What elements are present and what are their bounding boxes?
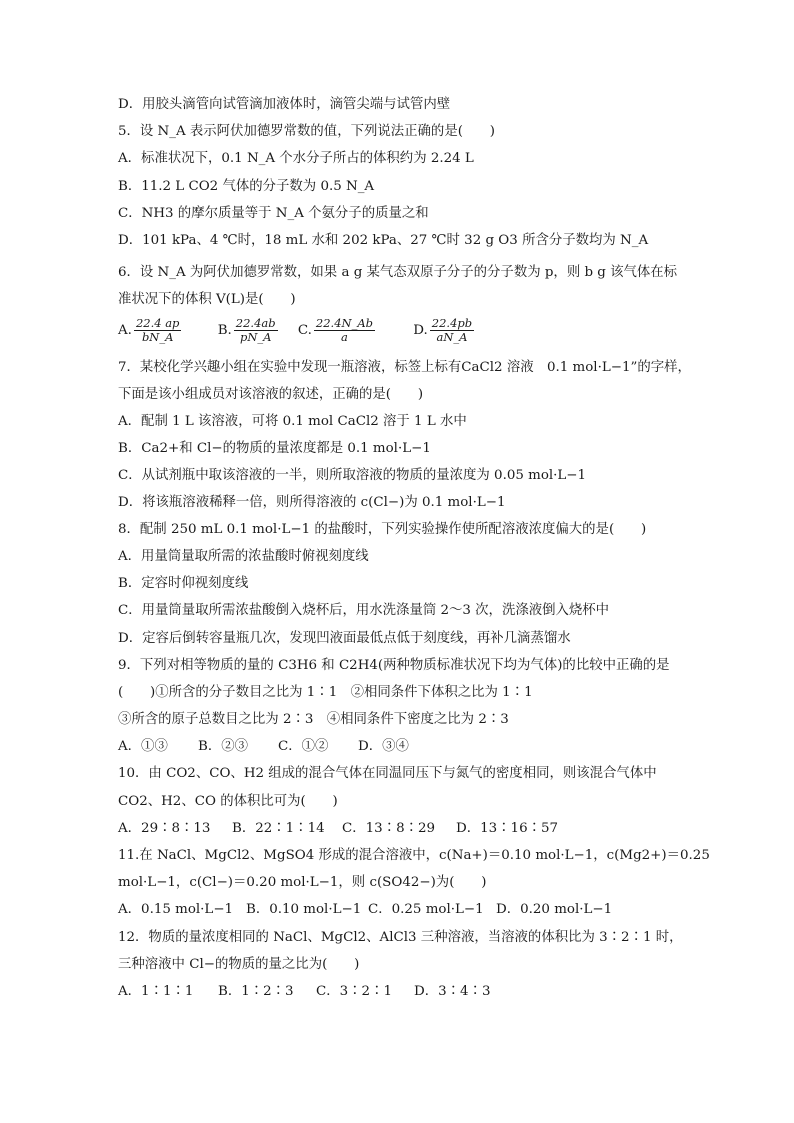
q12-stem-line2: 三种溶液中 Cl−的物质的量之比为( )	[118, 957, 360, 972]
q10-option-c: C．13∶8∶29	[342, 821, 436, 836]
q12-option-c: C．3∶2∶1	[316, 984, 392, 999]
q11-option-d: D．0.20 mol·L−1	[496, 902, 613, 917]
q9-option-b: B．②③	[198, 739, 249, 754]
q8-option-a: A．用量筒量取所需的浓盐酸时俯视刻度线	[118, 549, 369, 564]
q9-options	[118, 738, 678, 756]
q5-option-c: C．NH3 的摩尔质量等于 N_A 个氨分子的质量之和	[118, 206, 429, 221]
q7-stem-line2: 下面是该小组成员对该溶液的叙述，正确的是( )	[118, 387, 424, 402]
q9-option-c: C．①②	[278, 739, 329, 754]
q6-stem: 6．设 N_A 为阿伏加德罗常数，如果 a g 某气态双原子分子的分子数为 p，则 b g 该气体在标准状况下的体积 V(L)是( )	[118, 265, 678, 307]
q10-option-d: D．13∶16∶57	[456, 821, 559, 836]
q6-option-c: C. $\frac{22.4N\_Ab}{a}$	[297, 316, 374, 344]
q9-option-a: A．①③	[118, 739, 168, 754]
q6-option-a: A. $\frac{22.4 ap}{bN\_A}$	[118, 316, 180, 344]
q7-option-c: C．从试剂瓶中取该溶液的一半，则所取溶液的物质的量浓度为 0.05 mol·L−1	[118, 468, 587, 483]
q10-options	[118, 820, 678, 838]
q11-option-b: B．0.10 mol·L−1	[246, 902, 362, 917]
q6-option-b: B. $\frac{22.4ab}{pN\_A}$	[217, 316, 276, 344]
q5-stem: 5．设 N_A 表示阿伏加德罗常数的值，下列说法正确的是( )	[118, 124, 495, 139]
q5-option-d: D．101 kPa、4 ℃时，18 mL 水和 202 kPa、27 ℃时 32 g O3 所含分子数均为 N_A	[118, 233, 649, 248]
q8-option-c: C．用量筒量取所需浓盐酸倒入烧杯后，用水洗涤量筒 2～3 次，洗涤液倒入烧杯中	[118, 603, 610, 618]
q5-option-b: B．11.2 L CO2 气体的分子数为 0.5 N_A	[118, 179, 375, 194]
q7-option-a: A．配制 1 L 该溶液，可将 0.1 mol CaCl2 溶于 1 L 水中	[118, 414, 467, 429]
q4-option-d: D．用胶头滴管向试管滴加液体时，滴管尖端与试管内壁	[118, 97, 451, 112]
q6-b-numerator: 22.4ab	[235, 316, 276, 330]
q5-option-a: A．标准状况下，0.1 N_A 个水分子所占的体积约为 2.24 L	[118, 151, 474, 166]
q10-stem-line2: CO2、H2、CO 的体积比可为( )	[118, 794, 338, 809]
q9-stem-line3: ③所含的原子总数目之比为 2∶3 ④相同条件下密度之比为 2∶3	[118, 712, 509, 727]
q11-stem-line1: 11.在 NaCl、MgCl2、MgSO4 形成的混合溶液中，c(Na+)＝0.10 mol·L−1，c(Mg2+)＝0.25	[118, 848, 710, 863]
q11-stem-line2: mol·L−1，c(Cl−)＝0.20 mol·L−1，则 c(SO42−)为( )	[118, 875, 487, 890]
q9-stem-line1: 9．下列对相等物质的量的 C3H6 和 C2H4(两种物质标准状况下均为气体)的比较中正确的是	[118, 658, 670, 673]
q8-stem: 8．配制 250 mL 0.1 mol·L−1 的盐酸时，下列实验操作使所配溶液浓度偏大的是( )	[118, 522, 647, 537]
q7-option-b: B．Ca2+和 Cl−的物质的量浓度都是 0.1 mol·L−1	[118, 441, 431, 456]
q11-options	[118, 901, 678, 919]
q6-option-d: D. $\frac{22.4pb}{aN\_A}$	[413, 316, 473, 344]
q12-stem-line1: 12．物质的量浓度相同的 NaCl、MgCl2、AlCl3 三种溶液，当溶液的体积比为 3∶2∶1 时，	[118, 930, 683, 945]
q12-option-d: D．3∶4∶3	[414, 984, 491, 999]
q8-option-d: D．定容后倒转容量瓶几次，发现凹液面最低点低于刻度线，再补几滴蒸馏水	[118, 631, 571, 646]
q6-a-numerator: 22.4 ap	[135, 316, 180, 330]
q6-a-denominator: bN_A	[141, 330, 174, 344]
q10-option-a: A．29∶8∶13	[118, 821, 211, 836]
q12-options	[118, 983, 678, 1001]
q6-c-numerator: 22.4N_Ab	[315, 316, 374, 330]
q7-option-d: D．将该瓶溶液稀释一倍，则所得溶液的 c(Cl−)为 0.1 mol·L−1	[118, 495, 506, 510]
q9-stem-line2: ( )①所含的分子数目之比为 1∶1 ②相同条件下体积之比为 1∶1	[118, 685, 533, 700]
q12-option-b: B．1∶2∶3	[218, 984, 294, 999]
q6-options	[118, 314, 678, 348]
q11-option-c: C．0.25 mol·L−1	[368, 902, 484, 917]
q6-d-denominator: aN_A	[436, 330, 468, 344]
q6-d-numerator: 22.4pb	[431, 316, 473, 330]
q6-b-denominator: pN_A	[239, 330, 272, 344]
q10-option-b: B．22∶1∶14	[232, 821, 325, 836]
q8-option-b: B．定容时仰视刻度线	[118, 576, 249, 591]
q12-option-a: A．1∶1∶1	[118, 984, 194, 999]
q7-stem-line1: 7．某校化学兴趣小组在实验中发现一瓶溶液，标签上标有CaCl2 溶液 0.1 mol·L−1”的字样，	[118, 360, 691, 375]
q6-c-denominator: a	[341, 330, 348, 344]
q11-option-a: A．0.15 mol·L−1	[118, 902, 234, 917]
q9-option-d: D．③④	[358, 739, 409, 754]
q10-stem-line1: 10．由 CO2、CO、H2 组成的混合气体在同温同压下与氮气的密度相同，则该混合气体中	[118, 766, 657, 781]
